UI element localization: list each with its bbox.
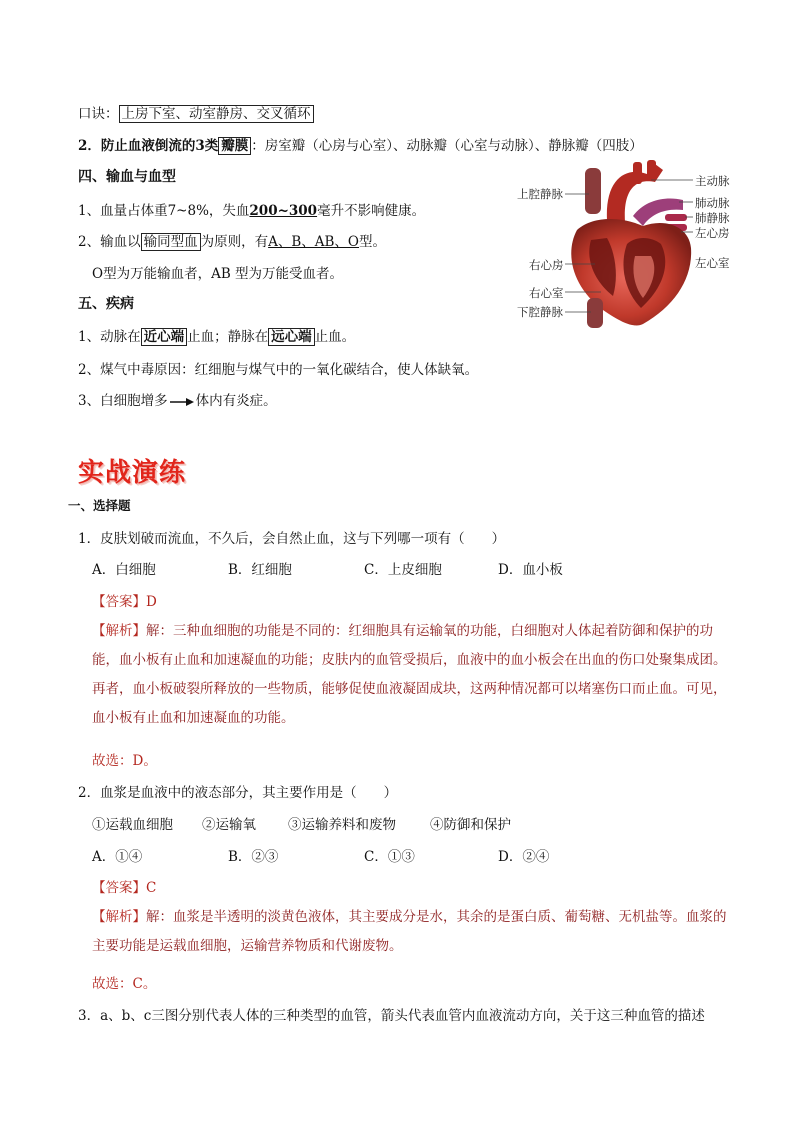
heart-label-ra: 右心房 — [529, 258, 564, 272]
sec5-l3-b: 体内有炎症。 — [195, 393, 277, 409]
q2-analysis-tag: 【解析】 — [92, 909, 146, 925]
q1-opt-b: B．红细胞 — [228, 562, 292, 578]
q2-item-2: ②运输氧 — [202, 817, 256, 833]
heart-label-svc: 上腔静脉 — [517, 187, 563, 201]
sec5-line1 — [78, 325, 355, 345]
valves-suffix: ：房室瓣（心房与心室）、动脉瓣（心室与动脉）、静脉瓣（四肢） — [251, 138, 643, 154]
q1-answer — [92, 590, 157, 610]
q1-opt-d: D．血小板 — [498, 562, 563, 578]
valves-prefix: 2．防止血液倒流的3类 — [78, 138, 219, 154]
q2-analysis — [92, 903, 728, 961]
sec4-l2-c: 为原则，有 — [200, 234, 269, 250]
sec5-line2: 2、煤气中毒原因：红细胞与煤气中的一氧化碳结合，使人体缺氧。 — [78, 362, 479, 378]
sec5-l1-e: 止血。 — [314, 329, 356, 345]
heart-label-la: 左心房 — [695, 226, 730, 240]
sec5-title: 五、疾病 — [78, 296, 134, 312]
heart-label-pa: 肺动脉 — [695, 196, 730, 210]
q1-opt-c: C．上皮细胞 — [364, 562, 442, 578]
section-multiple-choice: 一、选择题 — [68, 498, 131, 513]
q2-item-4: ④防御和保护 — [430, 817, 511, 833]
q1-analysis-text: 解：三种血细胞的功能是不同的：红细胞具有运输氧的功能，白细胞对人体起着防御和保护的功能，血小板有止血和加速凝血的功能；皮肤内的血管受损后，血液中的血小板会在出血的伤口处聚集成团。再者，血小板破裂所释放的一些物质，能够促使血液凝固成块，这两种情况都可以堵塞伤口而止血。可见，血小板有止血和加速凝血的功能。 — [92, 623, 727, 726]
q2-answer-value: C — [146, 880, 157, 896]
q2-answer-tag: 【答案】 — [92, 880, 146, 896]
valves-keyword: 瓣膜 — [218, 137, 251, 155]
q1-answer-value: D — [146, 594, 157, 610]
valves-line — [78, 134, 643, 154]
sec4-l2-b: 输同型血 — [141, 233, 201, 251]
sec4-l1-c: 毫升不影响健康。 — [317, 203, 426, 219]
heart-label-ivc: 下腔静脉 — [517, 305, 563, 319]
sec4-line3: O型为万能输血者，AB 型为万能受血者。 — [92, 266, 344, 282]
sec5-l1-b: 近心端 — [141, 328, 188, 346]
q2-answer — [92, 876, 156, 896]
sec4-l2-e: 型。 — [359, 234, 387, 250]
sec4-line1 — [78, 199, 425, 219]
practice-title: 实战演练 — [78, 458, 187, 488]
heart-label-aorta: 主动脉 — [695, 174, 730, 188]
sec4-l1-a: 1、血量占体重7~8%，失血 — [78, 203, 250, 219]
q1-analysis-tag: 【解析】 — [92, 623, 146, 639]
q2-opt-a: A．①④ — [92, 849, 143, 865]
q2-opt-c: C．①③ — [364, 849, 415, 865]
heart-diagram — [515, 160, 735, 330]
heart-label-pv: 肺静脉 — [695, 211, 730, 225]
q2-item-1: ①运载血细胞 — [92, 817, 173, 833]
mnemonic-text: 上房下室、动室静房、交叉循环 — [119, 105, 314, 123]
q1-choose: 故选：D。 — [92, 753, 157, 769]
sec5-l3-a: 3、白细胞增多 — [78, 393, 168, 409]
q1-answer-tag: 【答案】 — [92, 594, 146, 610]
q3-stem: 3．a、b、c三图分别代表人体的三种类型的血管，箭头代表血管内血液流动方向，关于这三种血管的描述 — [78, 1008, 705, 1024]
sec4-l2-d: A、B、AB、O — [268, 234, 360, 250]
heart-label-rv: 右心室 — [529, 286, 564, 300]
sec4-title: 四、输血与血型 — [78, 169, 176, 185]
sec5-l1-a: 1、动脉在 — [78, 329, 141, 345]
mnemonic-label: 口诀： — [78, 106, 119, 122]
q1-analysis — [92, 617, 728, 733]
q2-opt-d: D．②④ — [498, 849, 550, 865]
sec4-l2-a: 2、输血以 — [78, 234, 141, 250]
q2-stem: 2．血浆是血液中的液态部分，其主要作用是（ ） — [78, 785, 398, 801]
sec4-line2 — [78, 230, 386, 250]
q1-opt-a: A．白细胞 — [92, 562, 156, 578]
sec5-l1-c: 止血；静脉在 — [187, 329, 269, 345]
q2-analysis-text: 解：血浆是半透明的淡黄色液体，其主要成分是水，其余的是蛋白质、葡萄糖、无机盐等。血浆的主要功能是运载血细胞，运输营养物质和代谢废物。 — [92, 909, 727, 954]
sec5-l1-d: 远心端 — [268, 328, 315, 346]
sec5-line3 — [78, 389, 277, 409]
right-arrow-icon — [170, 397, 194, 407]
q2-opt-b: B．②③ — [228, 849, 279, 865]
q1-stem: 1．皮肤划破而流血，不久后，会自然止血，这与下列哪一项有（ ） — [78, 531, 506, 547]
mnemonic-line — [78, 102, 314, 122]
sec4-l1-b: 200~300 — [249, 203, 318, 219]
heart-label-lv: 左心室 — [695, 256, 730, 270]
q2-item-3: ③运输养料和废物 — [288, 817, 396, 833]
q2-choose: 故选：C。 — [92, 976, 157, 992]
